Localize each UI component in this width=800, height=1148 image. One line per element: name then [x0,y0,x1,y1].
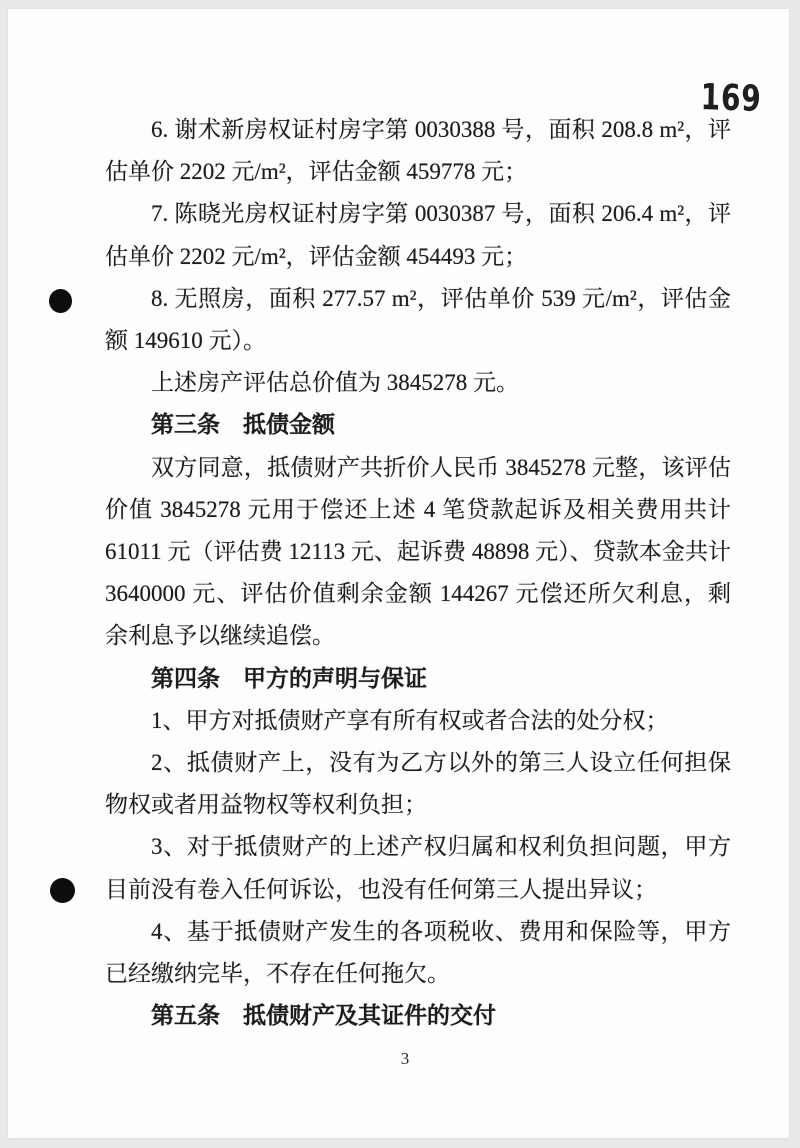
heading-article-5: 第五条 抵债财产及其证件的交付 [151,1003,496,1029]
property-item-8: 8. 无照房，面积 277.57 m²，评估单价 539 元/m²，评估金额 149610 元）。 [105,285,731,354]
contract-body [105,109,731,1037]
hole-punch-mark [50,878,75,903]
footer-page-number: 3 [400,1049,410,1068]
property-item-6: 6. 谢术新房权证村房字第 0030388 号，面积 208.8 m²，评估单价 2202 元/m²，评估金额 459778 元； [105,117,731,185]
article-3-body: 双方同意，抵债财产共折价人民币 3845278 元整，该评估价值 3845278 元用于偿还上述 4 笔贷款起诉及相关费用共计 61011 元（评估费 12113 元、起诉费 48898 元）、贷款本金共计 3640000 元、评估价值剩余金额 144267 元偿还所欠利息，剩余利息予以继续追偿。 [105,454,731,649]
archive-page-number-stamp: 169 [700,77,763,121]
hole-punch-mark [49,289,72,313]
declaration-item-3: 3、对于抵债财产的上述产权归属和权利负担问题，甲方目前没有卷入任何诉讼，也没有任何第三人提出异议； [105,834,731,902]
declaration-item-4: 4、基于抵债财产发生的各项税收、费用和保险等，甲方已经缴纳完毕，不存在任何拖欠。 [105,918,731,987]
total-appraised-value-line: 上述房产评估总价值为 3845278 元。 [151,370,519,396]
property-item-7: 7. 陈晓光房权证村房字第 0030387 号，面积 206.4 m²，评估单价 2202 元/m²，评估金额 454493 元； [105,201,731,269]
document-page [8,9,789,1138]
heading-article-3: 第三条 抵债金额 [151,412,335,438]
heading-article-4: 第四条 甲方的声明与保证 [151,665,427,691]
declaration-item-1: 1、甲方对抵债财产享有所有权或者合法的处分权； [151,707,669,733]
declaration-item-2: 2、抵债财产上，没有为乙方以外的第三人设立任何担保物权或者用益物权等权利负担； [105,750,731,818]
